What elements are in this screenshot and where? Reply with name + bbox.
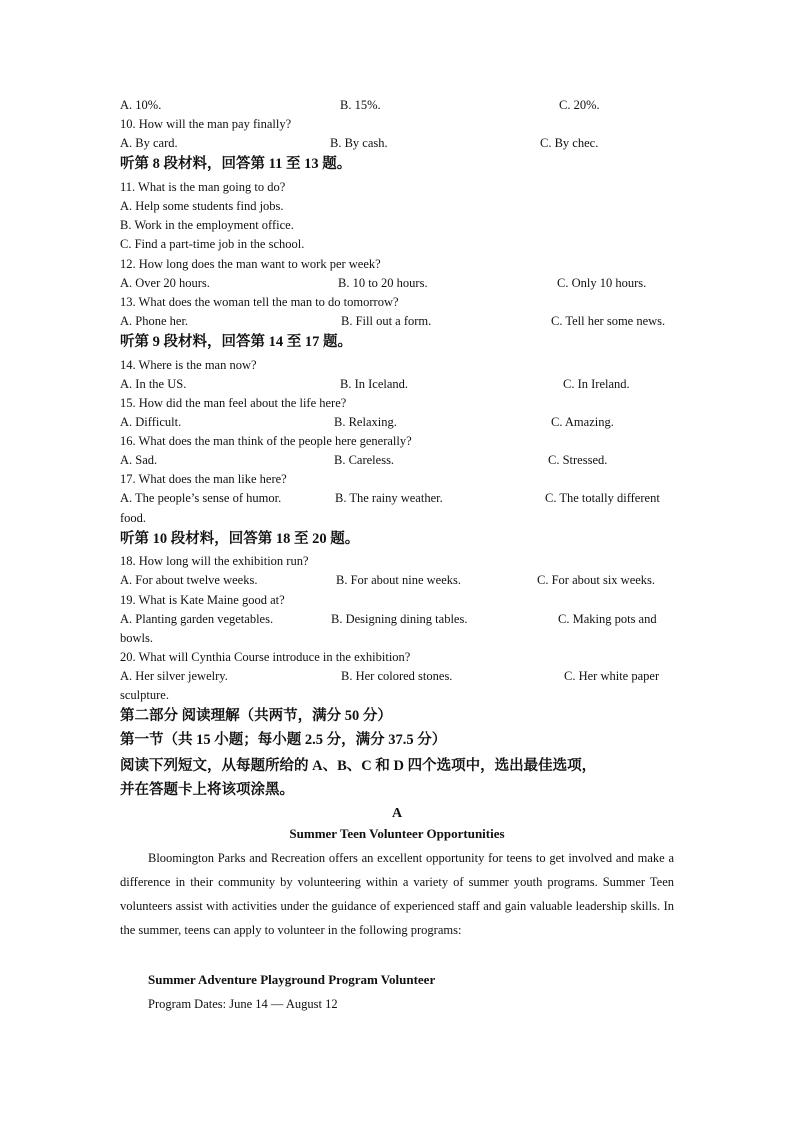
q13-option-a: A. Phone her.	[120, 314, 189, 328]
q18-option-c: C. For about six weeks.	[537, 573, 656, 587]
passage-title: Summer Teen Volunteer Opportunities	[289, 826, 505, 841]
part2-title: 第二部分 阅读理解（共两节，满分 50 分）	[120, 708, 392, 724]
instructions-line1: 阅读下列短文，从每题所给的 A、B、C 和 D 四个选项中，选出最佳选项，	[120, 758, 597, 774]
q19-question: 19. What is Kate Maine good at?	[120, 593, 285, 607]
q17-option-b: B. The rainy weather.	[335, 491, 443, 505]
q9-option-a: A. 10%.	[120, 98, 162, 112]
q15-question: 15. How did the man feel about the life here?	[120, 396, 347, 410]
q13-option-b: B. Fill out a form.	[341, 314, 432, 328]
section10-header: 听第 10 段材料，回答第 18 至 20 题。	[120, 531, 360, 547]
section1-title: 第一节（共 15 小题；每小题 2.5 分，满分 37.5 分）	[120, 732, 447, 748]
q19-option-b: B. Designing dining tables.	[331, 612, 468, 626]
q18-option-a: A. For about twelve weeks.	[120, 573, 258, 587]
q10-option-a: A. By card.	[120, 136, 178, 150]
q9-option-c: C. 20%.	[559, 98, 600, 112]
q15-option-a: A. Difficult.	[120, 415, 182, 429]
q12-option-c: C. Only 10 hours.	[557, 276, 647, 290]
q10-question: 10. How will the man pay finally?	[120, 117, 292, 131]
q18-option-b: B. For about nine weeks.	[336, 573, 461, 587]
q11-question: 11. What is the man going to do?	[120, 180, 286, 194]
q14-option-b: B. In Iceland.	[340, 377, 409, 391]
q16-option-b: B. Careless.	[334, 453, 395, 467]
program-title: Summer Adventure Playground Program Volunteer	[148, 972, 436, 987]
q10-option-b: B. By cash.	[330, 136, 388, 150]
q19-option-a: A. Planting garden vegetables.	[120, 612, 274, 626]
q17-option-a: A. The people’s sense of humor.	[120, 491, 282, 505]
q13-question: 13. What does the woman tell the man to do tomorrow?	[120, 295, 399, 309]
q17-option-c-continuation: food.	[120, 511, 147, 525]
program-dates: Program Dates: June 14 — August 12	[148, 997, 338, 1011]
q19-option-c-continuation: bowls.	[120, 631, 153, 645]
q11-option-a: A. Help some students find jobs.	[120, 199, 284, 213]
q20-option-c-continuation: sculpture.	[120, 688, 169, 702]
instructions-line2: 并在答题卡上将该项涂黑。	[120, 782, 294, 798]
passage-paragraph: Bloomington Parks and Recreation offers an excellent opportunity for teens to get involved and make a difference in their community by volunteering within a variety of summer youth programs. Summer Teen volunteers assist with activities under the guidance of experienced staff and gain valuable leadership skills. In the summer, teens can apply to volunteer in the following programs:	[120, 851, 674, 937]
q11-option-b: B. Work in the employment office.	[120, 218, 294, 232]
q12-option-b: B. 10 to 20 hours.	[338, 276, 428, 290]
section9-header: 听第 9 段材料，回答第 14 至 17 题。	[120, 334, 352, 350]
q12-question: 12. How long does the man want to work per week?	[120, 257, 381, 271]
q14-question: 14. Where is the man now?	[120, 358, 257, 372]
q19-option-c: C. Making pots and	[558, 612, 657, 626]
q20-question: 20. What will Cynthia Course introduce in the exhibition?	[120, 650, 411, 664]
passage-label: A	[391, 806, 403, 821]
section8-header: 听第 8 段材料，回答第 11 至 13 题。	[120, 156, 352, 172]
q17-question: 17. What does the man like here?	[120, 472, 287, 486]
q16-option-a: A. Sad.	[120, 453, 158, 467]
q12-option-a: A. Over 20 hours.	[120, 276, 210, 290]
q20-option-a: A. Her silver jewelry.	[120, 669, 228, 683]
q14-option-c: C. In Ireland.	[563, 377, 630, 391]
q15-option-b: B. Relaxing.	[334, 415, 397, 429]
q16-option-c: C. Stressed.	[548, 453, 608, 467]
q20-option-c: C. Her white paper	[564, 669, 660, 683]
q9-option-b: B. 15%.	[340, 98, 381, 112]
q13-option-c: C. Tell her some news.	[551, 314, 666, 328]
q20-option-b: B. Her colored stones.	[341, 669, 453, 683]
q17-option-c: C. The totally different	[545, 491, 660, 505]
q16-question: 16. What does the man think of the people here generally?	[120, 434, 412, 448]
q18-question: 18. How long will the exhibition run?	[120, 554, 309, 568]
q15-option-c: C. Amazing.	[551, 415, 614, 429]
q14-option-a: A. In the US.	[120, 377, 187, 391]
q10-option-c: C. By chec.	[540, 136, 599, 150]
q11-option-c: C. Find a part-time job in the school.	[120, 237, 305, 251]
